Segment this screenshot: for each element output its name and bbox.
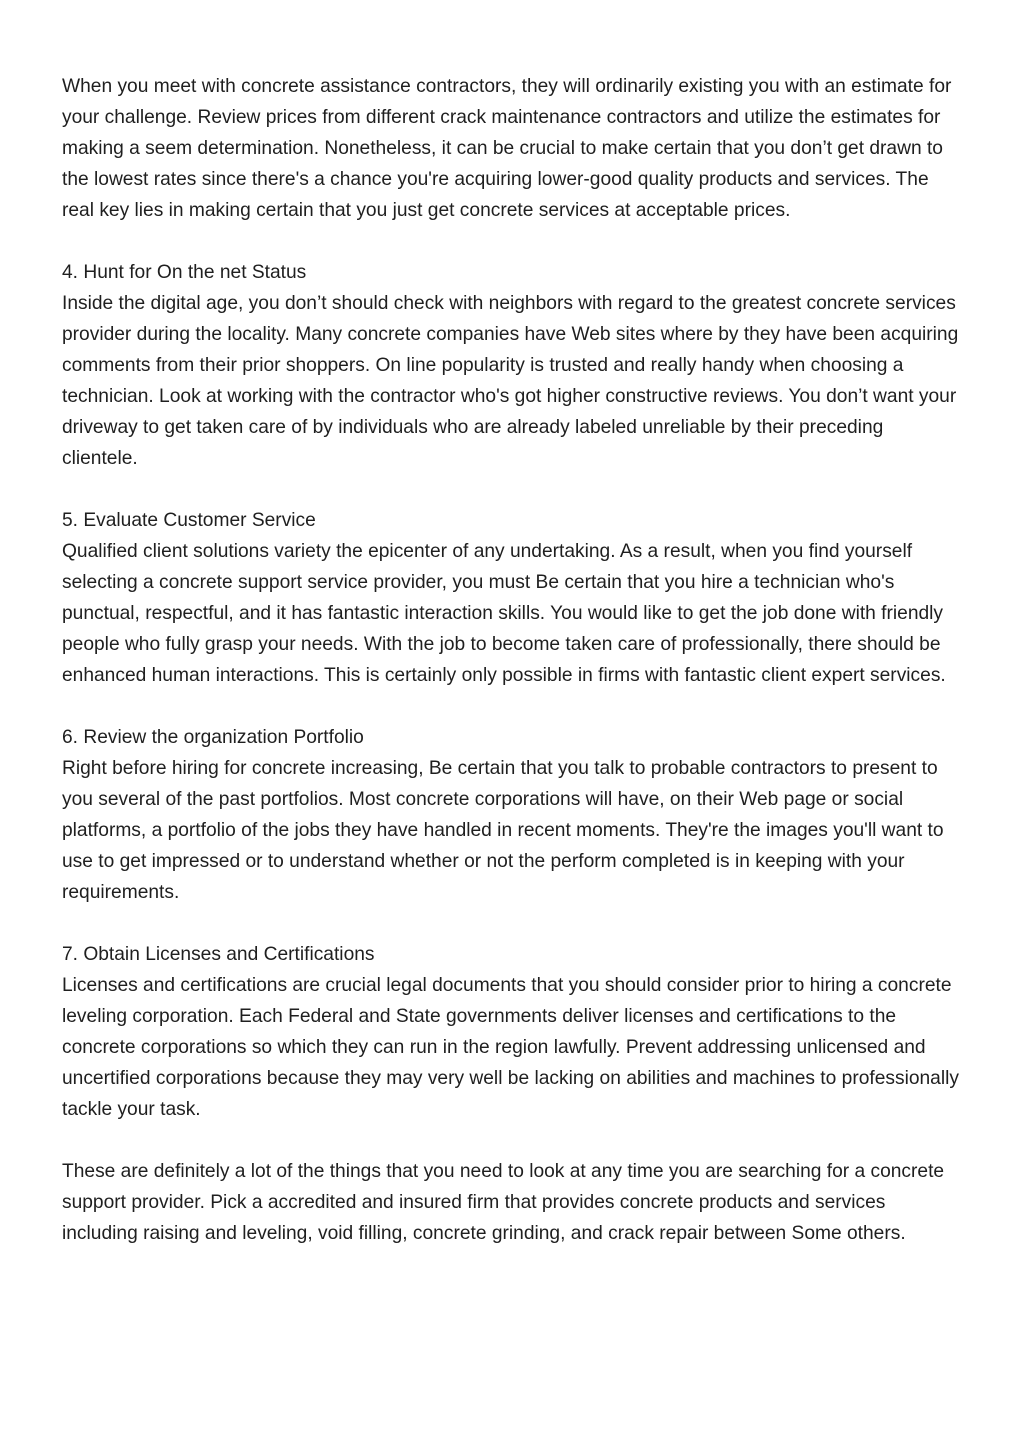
document-page (62, 71, 962, 1280)
intro-paragraph: When you meet with concrete assistance contractors, they will ordinarily existing you with an estimate for your challenge. Review prices from different crack maintenance contractors and utilize the estimates for making a seem determination. Nonetheless, it can be crucial to make certain that you don’t get drawn to the lowest rates since there's a chance you're acquiring lower-good quality products and services. The real key lies in making certain that you just get concrete services at acceptable prices. (62, 76, 952, 221)
section-body: Inside the digital age, you don’t should check with neighbors with regard to the greatest concrete services provider during the locality. Many concrete companies have Web sites where by they have been acquiring comments from their prior shoppers. On line popularity is trusted and really handy when choosing a technician. Look at working with the contractor who's got higher constructive reviews. You don’t want your driveway to get taken care of by individuals who are already labeled unreliable by their preceding clientele. (62, 293, 959, 469)
conclusion-paragraph: These are definitely a lot of the things that you need to look at any time you are searching for a concrete support provider. Pick a accredited and insured firm that provides concrete products and services including raising and leveling, void filling, concrete grinding, and crack repair between Some others. (62, 1161, 945, 1244)
section-body: Licenses and certifications are crucial legal documents that you should consider prior to hiring a concrete leveling corporation. Each Federal and State governments deliver licenses and certifications to the concrete corporations so which they can run in the region lawfully. Prevent addressing unlicensed and uncertified corporations because they may very well be lacking on abilities and machines to professionally tackle your task. (62, 975, 959, 1120)
section-body: Qualified client solutions variety the epicenter of any undertaking. As a result, when you find yourself selecting a concrete support service provider, you must Be certain that you hire a technician who's punctual, respectful, and it has fantastic interaction skills. You would like to get the job done with friendly people who fully grasp your needs. With the job to become taken care of professionally, there should be enhanced human interactions. This is certainly only possible in firms with fantastic client expert services. (62, 541, 946, 686)
section-licenses (62, 939, 962, 1125)
section-heading: 5. Evaluate Customer Service (62, 510, 316, 531)
section-heading: 4. Hunt for On the net Status (62, 262, 307, 283)
section-heading: 6. Review the organization Portfolio (62, 727, 364, 748)
section-online-status (62, 257, 962, 474)
section-portfolio (62, 722, 962, 908)
section-customer-service (62, 505, 962, 691)
section-body: Right before hiring for concrete increasing, Be certain that you talk to probable contractors to present to you several of the past portfolios. Most concrete corporations will have, on their Web page or social platforms, a portfolio of the jobs they have handled in recent moments. They're the images you'll want to use to get impressed or to understand whether or not the perform completed is in keeping with your requirements. (62, 758, 944, 903)
section-heading: 7. Obtain Licenses and Certifications (62, 944, 375, 965)
